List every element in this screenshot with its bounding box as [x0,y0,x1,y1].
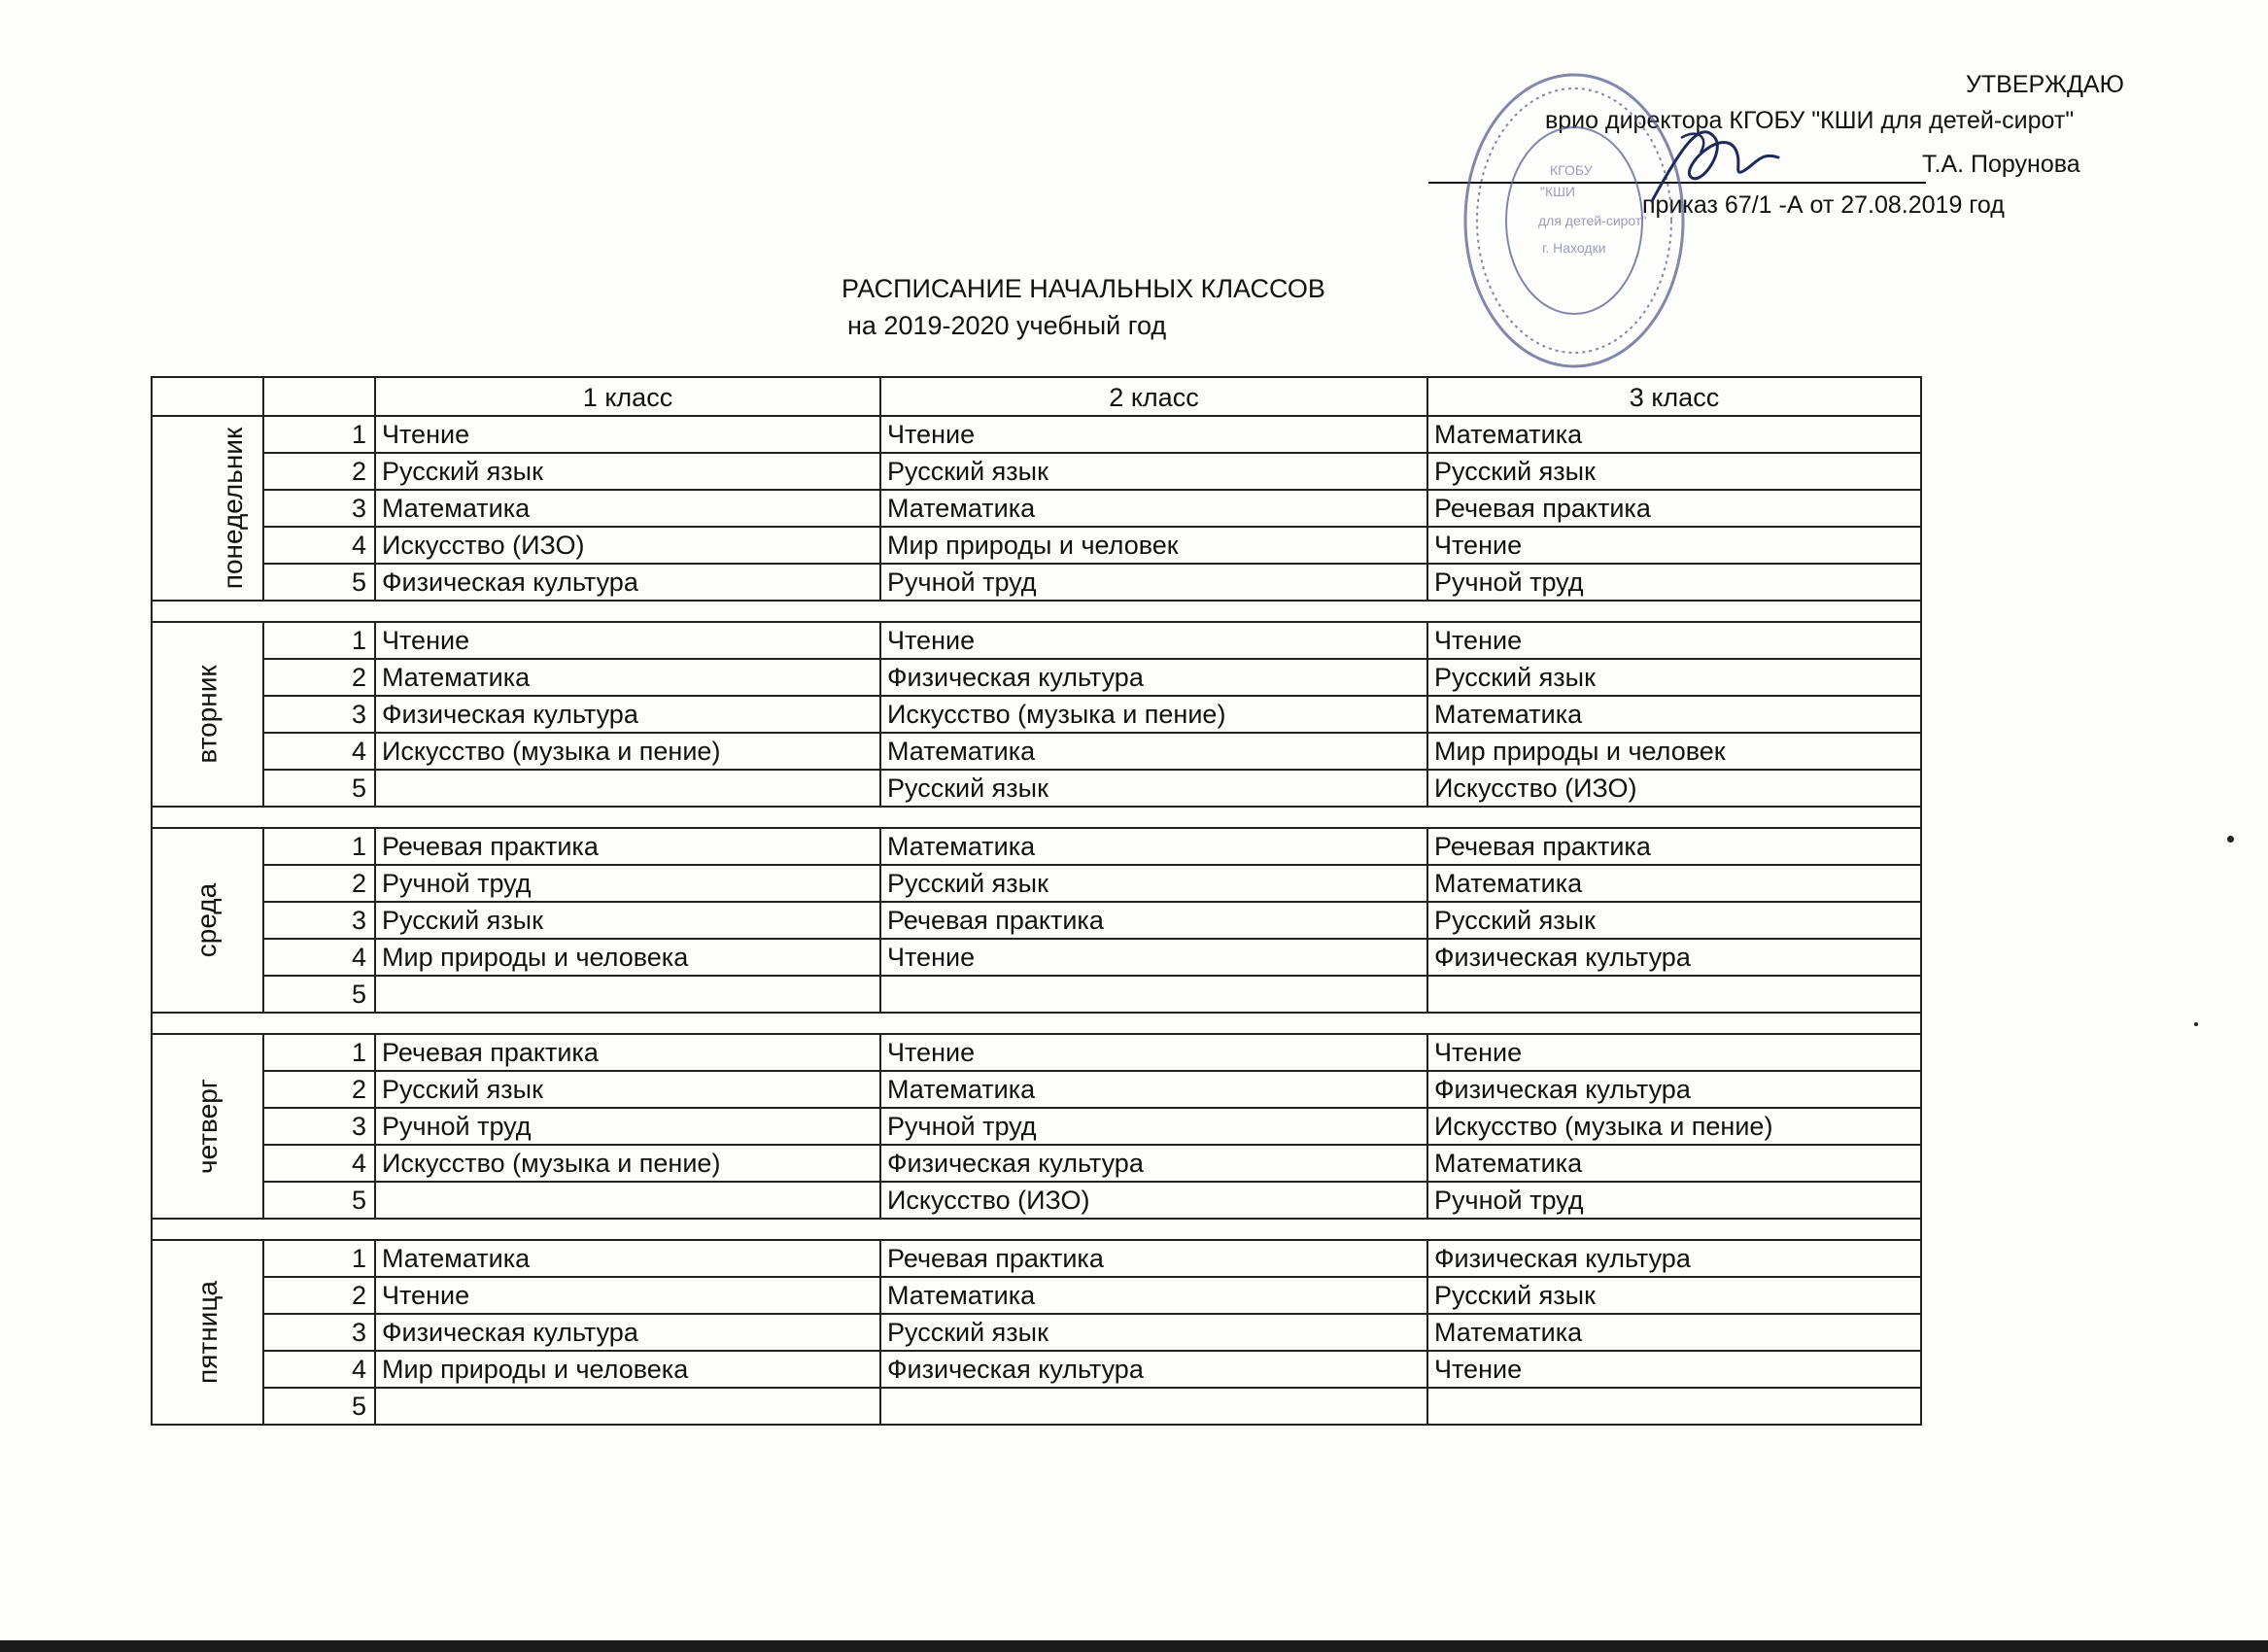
lesson-class-1: Русский язык [375,453,880,490]
lesson-number: 3 [263,490,375,527]
lesson-class-1: Русский язык [375,902,880,939]
lesson-class-2 [880,1388,1427,1425]
approval-order: приказ 67/1 -А от 27.08.2019 год [1642,191,2005,219]
lesson-class-3: Физическая культура [1427,939,1921,976]
day-separator-cell [152,601,1921,622]
lesson-number: 4 [263,1145,375,1182]
table-row [152,564,1921,601]
lesson-class-1: Мир природы и человека [375,939,880,976]
day-separator-cell [152,1219,1921,1240]
lesson-number: 5 [263,1388,375,1425]
lesson-number: 2 [263,1277,375,1314]
schedule-table [151,376,1922,1426]
lesson-number: 4 [263,939,375,976]
day-name-cell [152,828,263,1013]
table-row [152,1145,1921,1182]
table-row [152,1277,1921,1314]
lesson-class-2: Чтение [880,1034,1427,1071]
lesson-class-1: Искусство (ИЗО) [375,527,880,564]
lesson-class-2: Физическая культура [880,1351,1427,1388]
approval-signer-name: Т.А. Порунова [1922,151,2080,178]
lesson-number: 1 [263,1034,375,1071]
lesson-class-1 [375,770,880,807]
lesson-class-3: Математика [1427,1145,1921,1182]
lesson-number: 2 [263,453,375,490]
table-row [152,1071,1921,1108]
svg-text:"КШИ: "КШИ [1540,184,1576,199]
table-row [152,770,1921,807]
lesson-class-2: Чтение [880,416,1427,453]
title-line-2: на 2019-2020 учебный год [847,311,1167,340]
approval-position: врио директора КГОБУ "КШИ для детей-сирот" [1545,107,2075,134]
day-name: вторник [191,665,223,764]
lesson-class-1: Мир природы и человека [375,1351,880,1388]
lesson-class-3: Математика [1427,1314,1921,1351]
day-name: пятница [191,1281,223,1384]
lesson-class-1: Искусство (музыка и пение) [375,733,880,770]
table-row [152,1108,1921,1145]
day-separator-row [152,601,1921,622]
approval-title: УТВЕРЖДАЮ [1966,71,2124,98]
table-row [152,828,1921,865]
lesson-class-2: Русский язык [880,453,1427,490]
lesson-number: 1 [263,828,375,865]
lesson-class-3: Чтение [1427,1034,1921,1071]
lesson-number: 3 [263,1314,375,1351]
lesson-number: 4 [263,1351,375,1388]
lesson-class-2: Математика [880,490,1427,527]
lesson-class-3: Ручной труд [1427,564,1921,601]
day-name: среда [191,882,223,958]
day-name-cell [152,416,263,601]
scan-speck [2194,1022,2198,1026]
lesson-class-1: Речевая практика [375,828,880,865]
header-class-2: 2 класс [880,377,1427,416]
table-row [152,696,1921,733]
day-name: четверг [191,1079,223,1174]
lesson-class-3: Мир природы и человек [1427,733,1921,770]
lesson-class-3: Искусство (ИЗО) [1427,770,1921,807]
table-row [152,976,1921,1013]
lesson-number: 4 [263,733,375,770]
lesson-class-3: Чтение [1427,1351,1921,1388]
lesson-class-2: Ручной труд [880,564,1427,601]
lesson-class-3: Физическая культура [1427,1071,1921,1108]
lesson-number: 5 [263,770,375,807]
lesson-number: 2 [263,1071,375,1108]
header-class-3: 3 класс [1427,377,1921,416]
lesson-class-1: Искусство (музыка и пение) [375,1145,880,1182]
lesson-class-2 [880,976,1427,1013]
svg-text:КГОБУ: КГОБУ [1550,162,1593,178]
lesson-class-1: Математика [375,1240,880,1277]
lesson-class-3: Русский язык [1427,902,1921,939]
lesson-class-1: Физическая культура [375,564,880,601]
lesson-class-1: Математика [375,490,880,527]
table-row [152,1182,1921,1219]
table-row [152,659,1921,696]
day-separator-row [152,807,1921,828]
document-title [807,270,1351,344]
lesson-class-2: Чтение [880,622,1427,659]
day-name-cell [152,622,263,807]
lesson-number: 4 [263,527,375,564]
lesson-number: 2 [263,865,375,902]
lesson-number: 3 [263,1108,375,1145]
lesson-class-3: Математика [1427,416,1921,453]
lesson-class-3: Физическая культура [1427,1240,1921,1277]
header-row [152,377,1921,416]
lesson-class-1: Русский язык [375,1071,880,1108]
scan-speck [2227,836,2234,843]
lesson-number: 1 [263,1240,375,1277]
lesson-class-3 [1427,976,1921,1013]
lesson-class-2: Искусство (музыка и пение) [880,696,1427,733]
table-row [152,902,1921,939]
table-row [152,527,1921,564]
lesson-class-1 [375,976,880,1013]
day-name-cell [152,1240,263,1425]
lesson-class-3: Искусство (музыка и пение) [1427,1108,1921,1145]
lesson-class-2: Ручной труд [880,1108,1427,1145]
lesson-class-1 [375,1388,880,1425]
title-line-1: РАСПИСАНИЕ НАЧАЛЬНЫХ КЛАССОВ [842,274,1325,303]
lesson-class-1: Физическая культура [375,696,880,733]
day-separator-row [152,1219,1921,1240]
table-row [152,1034,1921,1071]
table-row [152,622,1921,659]
lesson-number: 2 [263,659,375,696]
day-separator-cell [152,1013,1921,1034]
header-number-cell [263,377,375,416]
lesson-class-3: Речевая практика [1427,490,1921,527]
lesson-class-2: Русский язык [880,770,1427,807]
lesson-class-3 [1427,1388,1921,1425]
svg-text:г. Находки: г. Находки [1542,240,1606,256]
lesson-class-2: Русский язык [880,1314,1427,1351]
lesson-class-2: Речевая практика [880,1240,1427,1277]
lesson-class-2: Математика [880,828,1427,865]
table-row [152,865,1921,902]
table-row [152,490,1921,527]
table-row [152,416,1921,453]
lesson-class-3: Речевая практика [1427,828,1921,865]
lesson-class-2: Мир природы и человек [880,527,1427,564]
header-class-1: 1 класс [375,377,880,416]
lesson-class-3: Чтение [1427,622,1921,659]
table-row [152,939,1921,976]
lesson-number: 5 [263,976,375,1013]
lesson-class-3: Русский язык [1427,1277,1921,1314]
lesson-class-3: Ручной труд [1427,1182,1921,1219]
day-separator-row [152,1013,1921,1034]
lesson-class-2: Русский язык [880,865,1427,902]
table-row [152,1388,1921,1425]
scan-edge [0,1640,2268,1652]
lesson-class-3: Чтение [1427,527,1921,564]
lesson-number: 3 [263,696,375,733]
lesson-class-2: Математика [880,1071,1427,1108]
day-name-cell [152,1034,263,1219]
lesson-class-3: Математика [1427,865,1921,902]
lesson-class-3: Русский язык [1427,453,1921,490]
lesson-number: 5 [263,1182,375,1219]
signature-scribble [1642,109,1788,216]
lesson-number: 1 [263,622,375,659]
header-day-cell [152,377,263,416]
lesson-class-3: Математика [1427,696,1921,733]
table-row [152,1314,1921,1351]
lesson-class-1 [375,1182,880,1219]
lesson-number: 5 [263,564,375,601]
lesson-class-3: Русский язык [1427,659,1921,696]
lesson-class-1: Ручной труд [375,865,880,902]
lesson-class-2: Чтение [880,939,1427,976]
svg-text:для детей-сирот": для детей-сирот" [1538,213,1647,228]
lesson-class-2: Математика [880,1277,1427,1314]
lesson-class-1: Чтение [375,416,880,453]
lesson-number: 3 [263,902,375,939]
lesson-class-1: Чтение [375,622,880,659]
lesson-class-2: Физическая культура [880,1145,1427,1182]
lesson-class-1: Речевая практика [375,1034,880,1071]
lesson-class-2: Математика [880,733,1427,770]
lesson-class-1: Ручной труд [375,1108,880,1145]
lesson-class-1: Математика [375,659,880,696]
day-separator-cell [152,807,1921,828]
lesson-class-2: Физическая культура [880,659,1427,696]
table-row [152,1351,1921,1388]
lesson-class-1: Чтение [375,1277,880,1314]
lesson-number: 1 [263,416,375,453]
table-row [152,1240,1921,1277]
lesson-class-2: Речевая практика [880,902,1427,939]
day-name: понедельник [218,427,249,590]
table-row [152,733,1921,770]
lesson-class-2: Искусство (ИЗО) [880,1182,1427,1219]
table-row [152,453,1921,490]
lesson-class-1: Физическая культура [375,1314,880,1351]
